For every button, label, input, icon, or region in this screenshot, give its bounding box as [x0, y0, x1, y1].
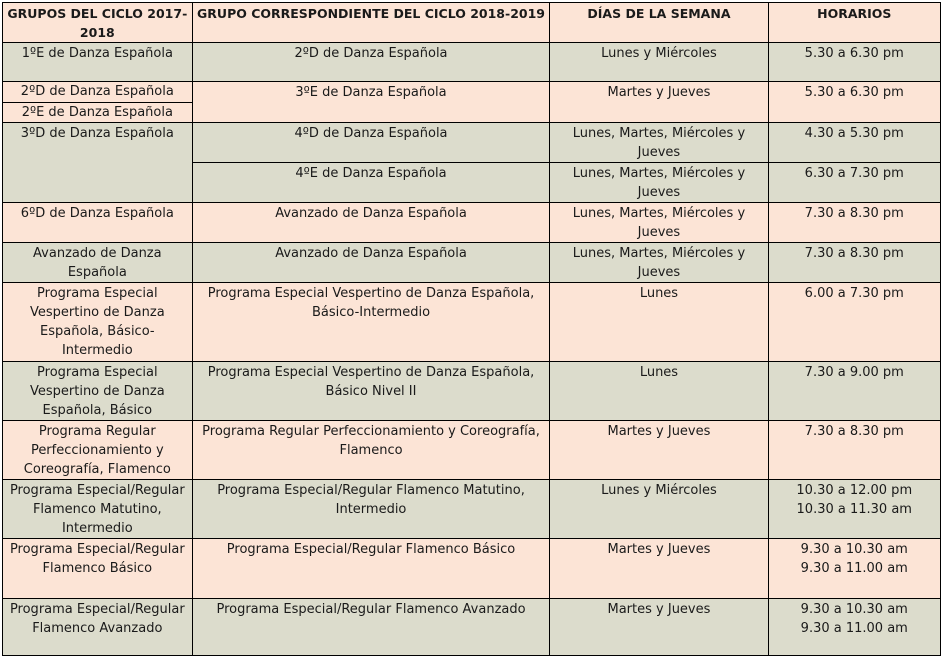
table-row: [3, 43, 941, 82]
cell-prev-group: 6ºD de Danza Española: [3, 203, 193, 243]
cell-days: Lunes, Martes, Miércoles y Jueves: [550, 203, 768, 243]
table-row: [3, 82, 941, 103]
table-row: [3, 480, 941, 539]
header-group-2018-2019: GRUPO CORRESPONDIENTE DEL CICLO 2018-2019: [192, 3, 550, 43]
cell-prev-group: Programa Especial Vespertino de Danza Española, Básico-Intermedio: [3, 283, 193, 362]
cell-next-group: Avanzado de Danza Española: [192, 203, 550, 243]
hours-line: 9.30 a 10.30 am: [800, 542, 908, 557]
table-header-row: [3, 3, 941, 43]
hours-line: 5.30 a 6.30 pm: [804, 85, 904, 100]
cell-days: Lunes: [550, 362, 768, 421]
header-hours: HORARIOS: [768, 3, 940, 43]
header-groups-2017-2018: GRUPOS DEL CICLO 2017-2018: [3, 3, 193, 43]
cell-prev-group: Programa Regular Perfeccionamiento y Coreografía, Flamenco: [3, 421, 193, 480]
cell-next-group: Programa Especial/Regular Flamenco Matutino, Intermedio: [192, 480, 550, 539]
cell-next-group: Avanzado de Danza Española: [192, 243, 550, 283]
cell-next-group: Programa Especial Vespertino de Danza Española, Básico Nivel II: [192, 362, 550, 421]
cell-days: Martes y Jueves: [550, 599, 768, 656]
cell-next-group: 3ºE de Danza Española: [192, 82, 550, 123]
hours-line: 5.30 a 6.30 pm: [804, 46, 904, 61]
hours-line: 4.30 a 5.30 pm: [804, 126, 904, 141]
cell-hours: [768, 123, 940, 163]
table-row: [3, 362, 941, 421]
cell-hours: [768, 539, 940, 599]
cell-hours: [768, 362, 940, 421]
cell-next-group: 2ºD de Danza Española: [192, 43, 550, 82]
hours-line: 9.30 a 11.00 am: [800, 621, 908, 636]
cell-days: Martes y Jueves: [550, 539, 768, 599]
cell-hours: [768, 43, 940, 82]
cell-next-group: 4ºD de Danza Española: [192, 123, 550, 163]
cell-hours: [768, 421, 940, 480]
table-row: [3, 203, 941, 243]
table-row: [3, 283, 941, 362]
hours-line: 7.30 a 8.30 pm: [804, 206, 904, 221]
table-row: [3, 243, 941, 283]
cell-prev-group: 2ºE de Danza Española: [3, 103, 193, 123]
cell-hours: [768, 163, 940, 203]
cell-prev-group: Programa Especial/Regular Flamenco Matutino, Intermedio: [3, 480, 193, 539]
cell-days: Lunes: [550, 283, 768, 362]
hours-line: 10.30 a 11.30 am: [796, 502, 912, 517]
hours-line: 7.30 a 8.30 pm: [804, 246, 904, 261]
cell-days: Lunes y Miércoles: [550, 480, 768, 539]
cell-days: Martes y Jueves: [550, 421, 768, 480]
cell-prev-group: 3ºD de Danza Española: [3, 123, 193, 203]
cell-hours: [768, 203, 940, 243]
cell-next-group: 4ºE de Danza Española: [192, 163, 550, 203]
cell-hours: [768, 599, 940, 656]
cell-days: Lunes, Martes, Miércoles y Jueves: [550, 243, 768, 283]
cell-days: Lunes y Miércoles: [550, 43, 768, 82]
cell-prev-group: Programa Especial/Regular Flamenco Básico: [3, 539, 193, 599]
cell-hours: [768, 243, 940, 283]
cell-days: Martes y Jueves: [550, 82, 768, 123]
hours-line: 10.30 a 12.00 pm: [796, 483, 913, 498]
table-row: [3, 539, 941, 599]
hours-line: 6.30 a 7.30 pm: [804, 166, 904, 181]
cell-next-group: Programa Especial Vespertino de Danza Española, Básico-Intermedio: [192, 283, 550, 362]
hours-line: 9.30 a 11.00 am: [800, 561, 908, 576]
schedule-table: [2, 2, 941, 656]
cell-next-group: Programa Especial/Regular Flamenco Avanzado: [192, 599, 550, 656]
cell-prev-group: 2ºD de Danza Española: [3, 82, 193, 103]
cell-hours: [768, 82, 940, 123]
cell-prev-group: Programa Especial Vespertino de Danza Española, Básico: [3, 362, 193, 421]
hours-line: 7.30 a 9.00 pm: [804, 365, 904, 380]
table-row: [3, 599, 941, 656]
cell-hours: [768, 283, 940, 362]
hours-line: 7.30 a 8.30 pm: [804, 424, 904, 439]
cell-next-group: Programa Regular Perfeccionamiento y Coreografía, Flamenco: [192, 421, 550, 480]
cell-prev-group: 1ºE de Danza Española: [3, 43, 193, 82]
cell-days: Lunes, Martes, Miércoles y Jueves: [550, 123, 768, 163]
hours-line: 9.30 a 10.30 am: [800, 602, 908, 617]
cell-hours: [768, 480, 940, 539]
table-row: [3, 421, 941, 480]
cell-days: Lunes, Martes, Miércoles y Jueves: [550, 163, 768, 203]
cell-next-group: Programa Especial/Regular Flamenco Básico: [192, 539, 550, 599]
header-days: DÍAS DE LA SEMANA: [550, 3, 768, 43]
table-row: [3, 123, 941, 163]
cell-prev-group: Avanzado de Danza Española: [3, 243, 193, 283]
cell-prev-group: Programa Especial/Regular Flamenco Avanzado: [3, 599, 193, 656]
hours-line: 6.00 a 7.30 pm: [804, 286, 904, 301]
